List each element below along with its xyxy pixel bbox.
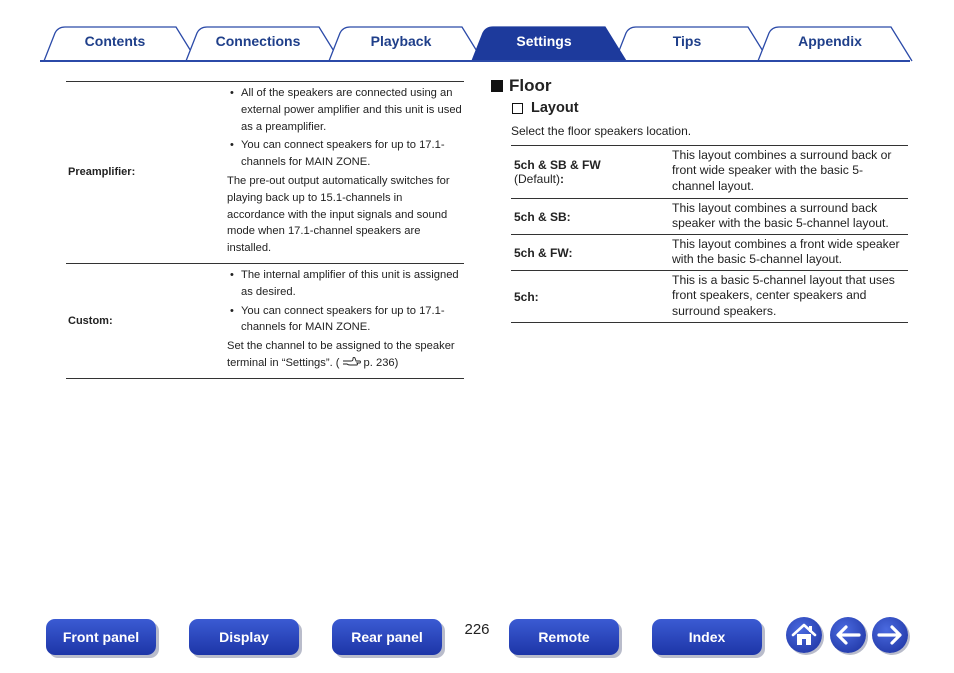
amp-assign-table <box>66 81 464 379</box>
subsection-heading-layout <box>511 100 579 116</box>
tab-connections[interactable]: Connections <box>215 33 301 49</box>
option-description: This layout combines a front wide speaker with the basic 5-channel layout. <box>672 237 900 267</box>
default-label: (Default) <box>514 172 561 186</box>
bullet-item: • You can connect speakers for up to 17.1-channels for MAIN ZONE. <box>227 303 462 337</box>
tab-tips[interactable]: Tips <box>672 33 702 49</box>
back-button[interactable] <box>830 617 866 653</box>
layout-description: Select the floor speakers location. <box>511 124 692 138</box>
tab-appendix[interactable]: Appendix <box>798 33 862 49</box>
page-reference-link[interactable]: p. 236) <box>363 356 399 369</box>
option-key: 5ch & SB & FW <box>514 158 601 172</box>
remote-button[interactable]: Remote <box>509 619 619 655</box>
row-label: Custom: <box>68 314 113 327</box>
option-name <box>511 235 667 270</box>
option-name <box>511 146 667 198</box>
front-panel-button[interactable]: Front panel <box>46 619 156 655</box>
bullet-item: • The internal amplifier of this unit is assigned as desired. <box>227 267 462 301</box>
tab-contents[interactable]: Contents <box>84 33 146 49</box>
table-row-preamplifier <box>66 82 464 264</box>
forward-button[interactable] <box>872 617 908 653</box>
option-name <box>511 199 667 234</box>
subsection-title: Layout <box>531 100 579 116</box>
option-description: This layout combines a surround back speaker with the basic 5-channel layout. <box>672 201 889 231</box>
tab-shapes <box>0 0 954 64</box>
arrow-right-icon <box>872 617 908 653</box>
row-label: Preamplifier: <box>68 166 136 179</box>
bullet-item: • You can connect speakers for up to 17.1-channels for MAIN ZONE. <box>227 137 462 171</box>
section-title: Floor <box>509 76 552 95</box>
option-name <box>511 271 667 322</box>
table-row <box>511 146 908 199</box>
paragraph-text: Set the channel to be assigned to the speaker terminal in “Settings”. ( <box>227 340 455 369</box>
option-description: This layout combines a surround back or front wide speaker with the basic 5-channel layout. <box>672 148 892 193</box>
home-button[interactable] <box>786 617 822 653</box>
option-key: 5ch: <box>514 289 539 304</box>
floor-layout-table <box>511 145 908 323</box>
paragraph <box>227 338 462 372</box>
option-key: 5ch & SB: <box>514 209 571 224</box>
paragraph: The pre-out output automatically switches for playing back up to 15.1-channels in accordance with the input signals and sound mode when 17.1-channel speakers are installed. <box>227 174 450 255</box>
option-key: 5ch & FW: <box>514 245 573 260</box>
display-button[interactable]: Display <box>189 619 299 655</box>
section-heading-floor <box>491 76 552 96</box>
tab-playback[interactable]: Playback <box>370 33 432 49</box>
option-description: This is a basic 5-channel layout that uses front speakers, center speakers and surround speakers. <box>672 273 895 318</box>
home-icon <box>786 617 822 653</box>
arrow-left-icon <box>830 617 866 653</box>
tab-settings[interactable]: Settings <box>516 33 572 49</box>
table-row-custom <box>66 264 464 379</box>
option-default <box>514 172 664 186</box>
square-bullet-icon <box>491 80 503 92</box>
page-number: 226 <box>464 621 490 638</box>
rear-panel-button[interactable]: Rear panel <box>332 619 442 655</box>
table-row <box>511 271 908 323</box>
table-row <box>511 235 908 271</box>
table-row <box>511 199 908 235</box>
top-tab-bar <box>0 0 954 64</box>
hand-pointer-icon <box>342 356 362 367</box>
row-description <box>221 264 464 378</box>
index-button[interactable]: Index <box>652 619 762 655</box>
bullet-item: • All of the speakers are connected using an external power amplifier and this unit is used as a preamplifier. <box>227 85 462 135</box>
row-description <box>221 82 464 263</box>
checkbox-bullet-icon <box>512 103 523 114</box>
colon: : <box>560 172 565 186</box>
